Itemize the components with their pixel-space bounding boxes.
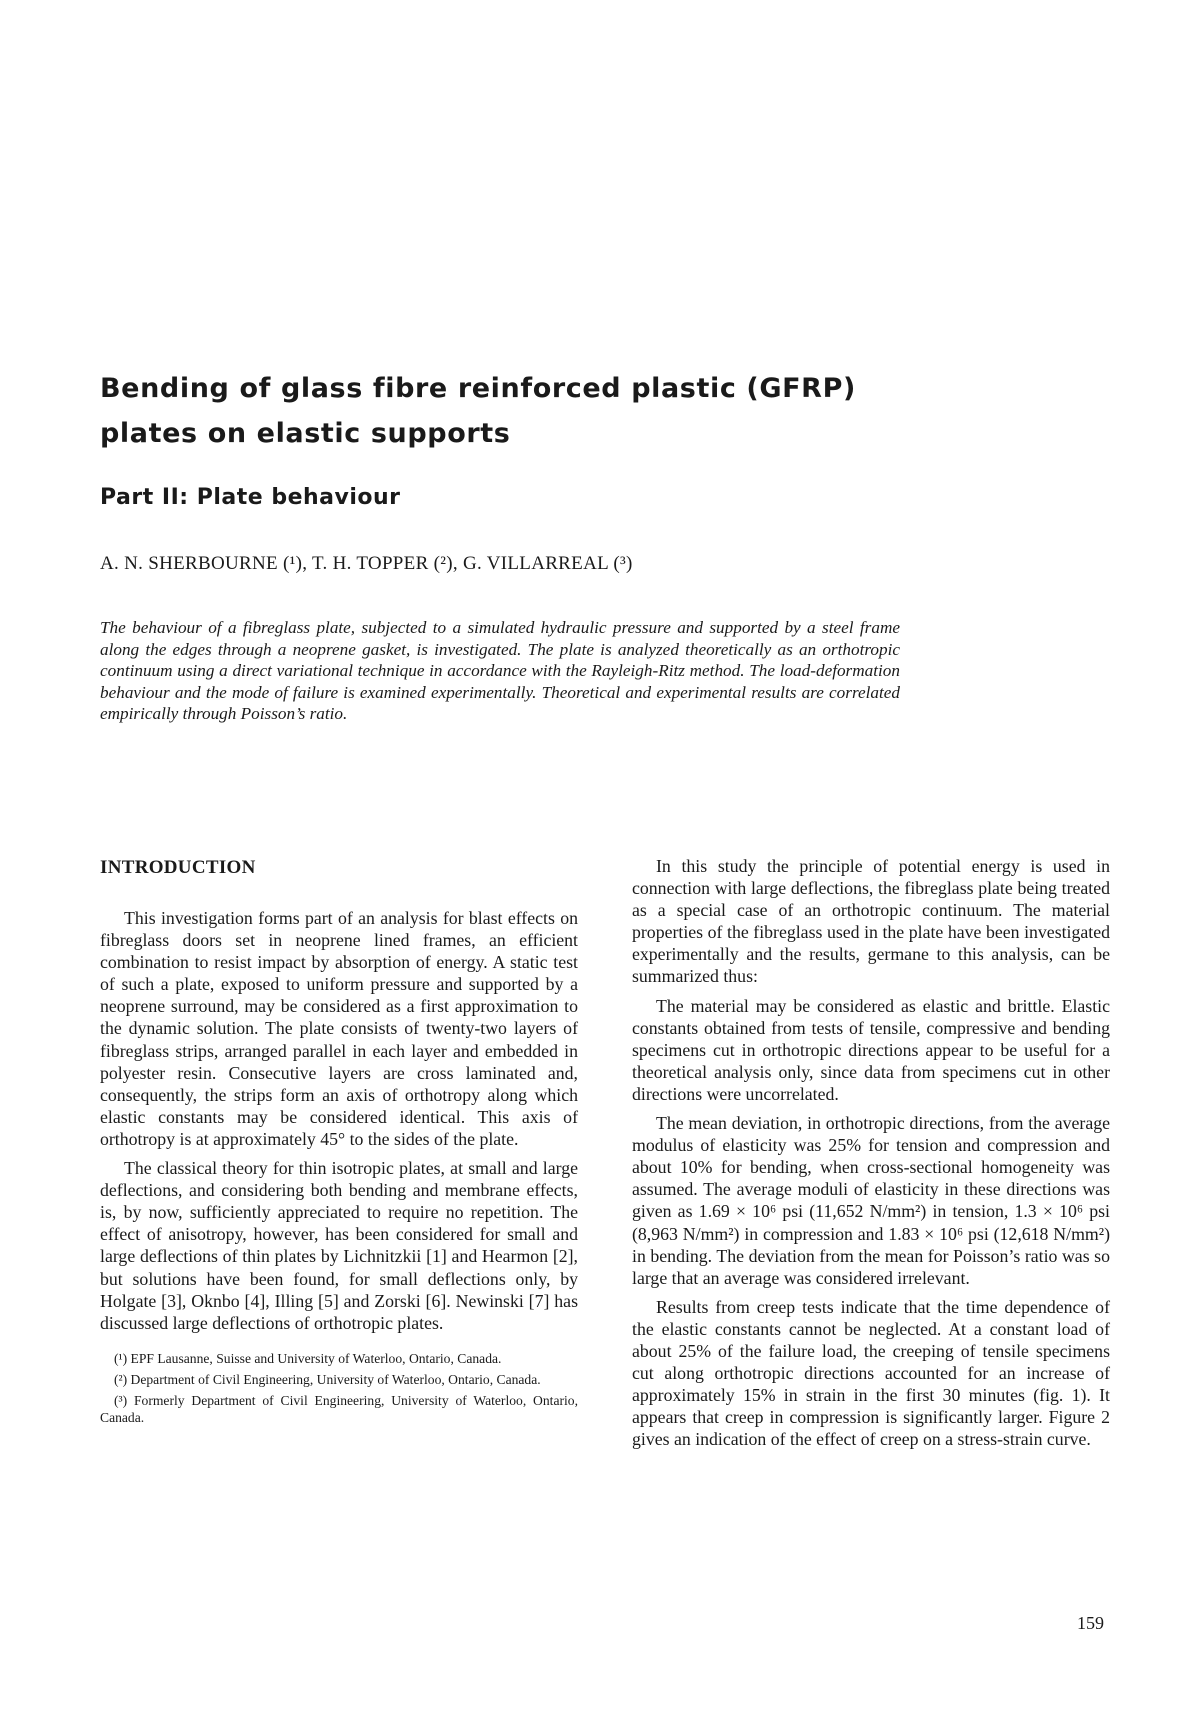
right-column	[632, 855, 1110, 1457]
right-paragraph-3: The mean deviation, in orthotropic directions, from the average modulus of elasticity was 25% for tension and compression and about 10% for bending, when cross-sectional homogeneity was assumed. The average moduli of elasticity in these directions was given as 1.69 × 10⁶ psi (11,652 N/mm²) in tension, 1.3 × 10⁶ psi (8,963 N/mm²) in compression and 1.83 × 10⁶ psi (12,618 N/mm²) in bending. The deviation from the mean for Poisson’s ratio was so large that an average was considered irrelevant.	[632, 1113, 1110, 1288]
author-list: A. N. SHERBOURNE (¹), T. H. TOPPER (²), G. VILLARREAL (³)	[100, 553, 633, 574]
section-heading-introduction: INTRODUCTION	[100, 857, 256, 878]
footnotes	[100, 1350, 578, 1426]
intro-paragraph-2: The classical theory for thin isotropic plates, at small and large deflections, and considering both bending and membrane effects, is, by now, sufficiently appreciated to require no repetition. The effect of anisotropy, however, has been considered for small and large deflections of thin plates by Lichnitzkii [1] and Hearmon [2], but solutions have been found, for small deflections only, by Holgate [3], Oknbo [4], Illing [5] and Zorski [6]. Newinski [7] has discussed large deflections of orthotropic plates.	[100, 1158, 578, 1333]
footnote-1: (¹) EPF Lausanne, Suisse and University of Waterloo, Ontario, Canada.	[114, 1350, 502, 1366]
left-column	[100, 857, 578, 1430]
title-line-2: plates on elastic supports	[100, 418, 511, 449]
right-paragraph-2: The material may be considered as elastic and brittle. Elastic constants obtained from tests of tensile, compressive and bending specimens cut in orthotropic directions appear to be useful for a theoretical analysis only, since data from specimens cut in other directions were uncorrelated.	[632, 995, 1110, 1104]
footnote-3: (³) Formerly Department of Civil Engineering, University of Waterloo, Ontario, Canada.	[100, 1392, 578, 1425]
paper-subtitle: Part II: Plate behaviour	[100, 485, 401, 510]
abstract: The behaviour of a fibreglass plate, subjected to a simulated hydraulic pressure and supported by a steel frame along the edges through a neoprene gasket, is investigated. The plate is analyzed theoretically as an orthotropic continuum using a direct variational technique in accordance with the Rayleigh-Ritz method. The load-deformation behaviour and the mode of failure is examined experimentally. Theoretical and experimental results are correlated empirically through Poisson’s ratio.	[100, 618, 900, 724]
title-line-1: Bending of glass fibre reinforced plastic (GFRP)	[100, 373, 856, 404]
footnote-2: (²) Department of Civil Engineering, University of Waterloo, Ontario, Canada.	[114, 1371, 541, 1387]
intro-paragraph-1: This investigation forms part of an analysis for blast effects on fibreglass doors set in neoprene lined frames, an efficient combination to resist impact by absorption of energy. A static test of such a plate, exposed to uniform pressure and supported by a neoprene surround, may be considered as a first approximation to the dynamic solution. The plate consists of twenty-two layers of fibreglass strips, arranged parallel in each layer and embedded in polyester resin. Consecutive layers are cross laminated and, consequently, the strips form an axis of orthotropy along which elastic constants may be considered identical. This axis of orthotropy is at approximately 45° to the sides of the plate.	[100, 908, 578, 1149]
page-number: 159	[1077, 1613, 1104, 1633]
right-paragraph-1: In this study the principle of potential energy is used in connection with large deflections, the fibreglass plate being treated as a special case of an orthotropic continuum. The material properties of the fibreglass used in the plate have been investigated experimentally and the results, germane to this analysis, can be summarized thus:	[632, 856, 1110, 987]
right-paragraph-4: Results from creep tests indicate that the time dependence of the elastic constants cannot be neglected. At a constant load of about 25% of the failure load, the creeping of tensile specimens cut along orthotropic directions accounted for an increase of approximately 15% in strain in the first 30 minutes (fig. 1). It appears that creep in compression is significantly larger. Figure 2 gives an indication of the effect of creep on a stress-strain curve.	[632, 1296, 1110, 1450]
paper-title	[100, 366, 1000, 456]
